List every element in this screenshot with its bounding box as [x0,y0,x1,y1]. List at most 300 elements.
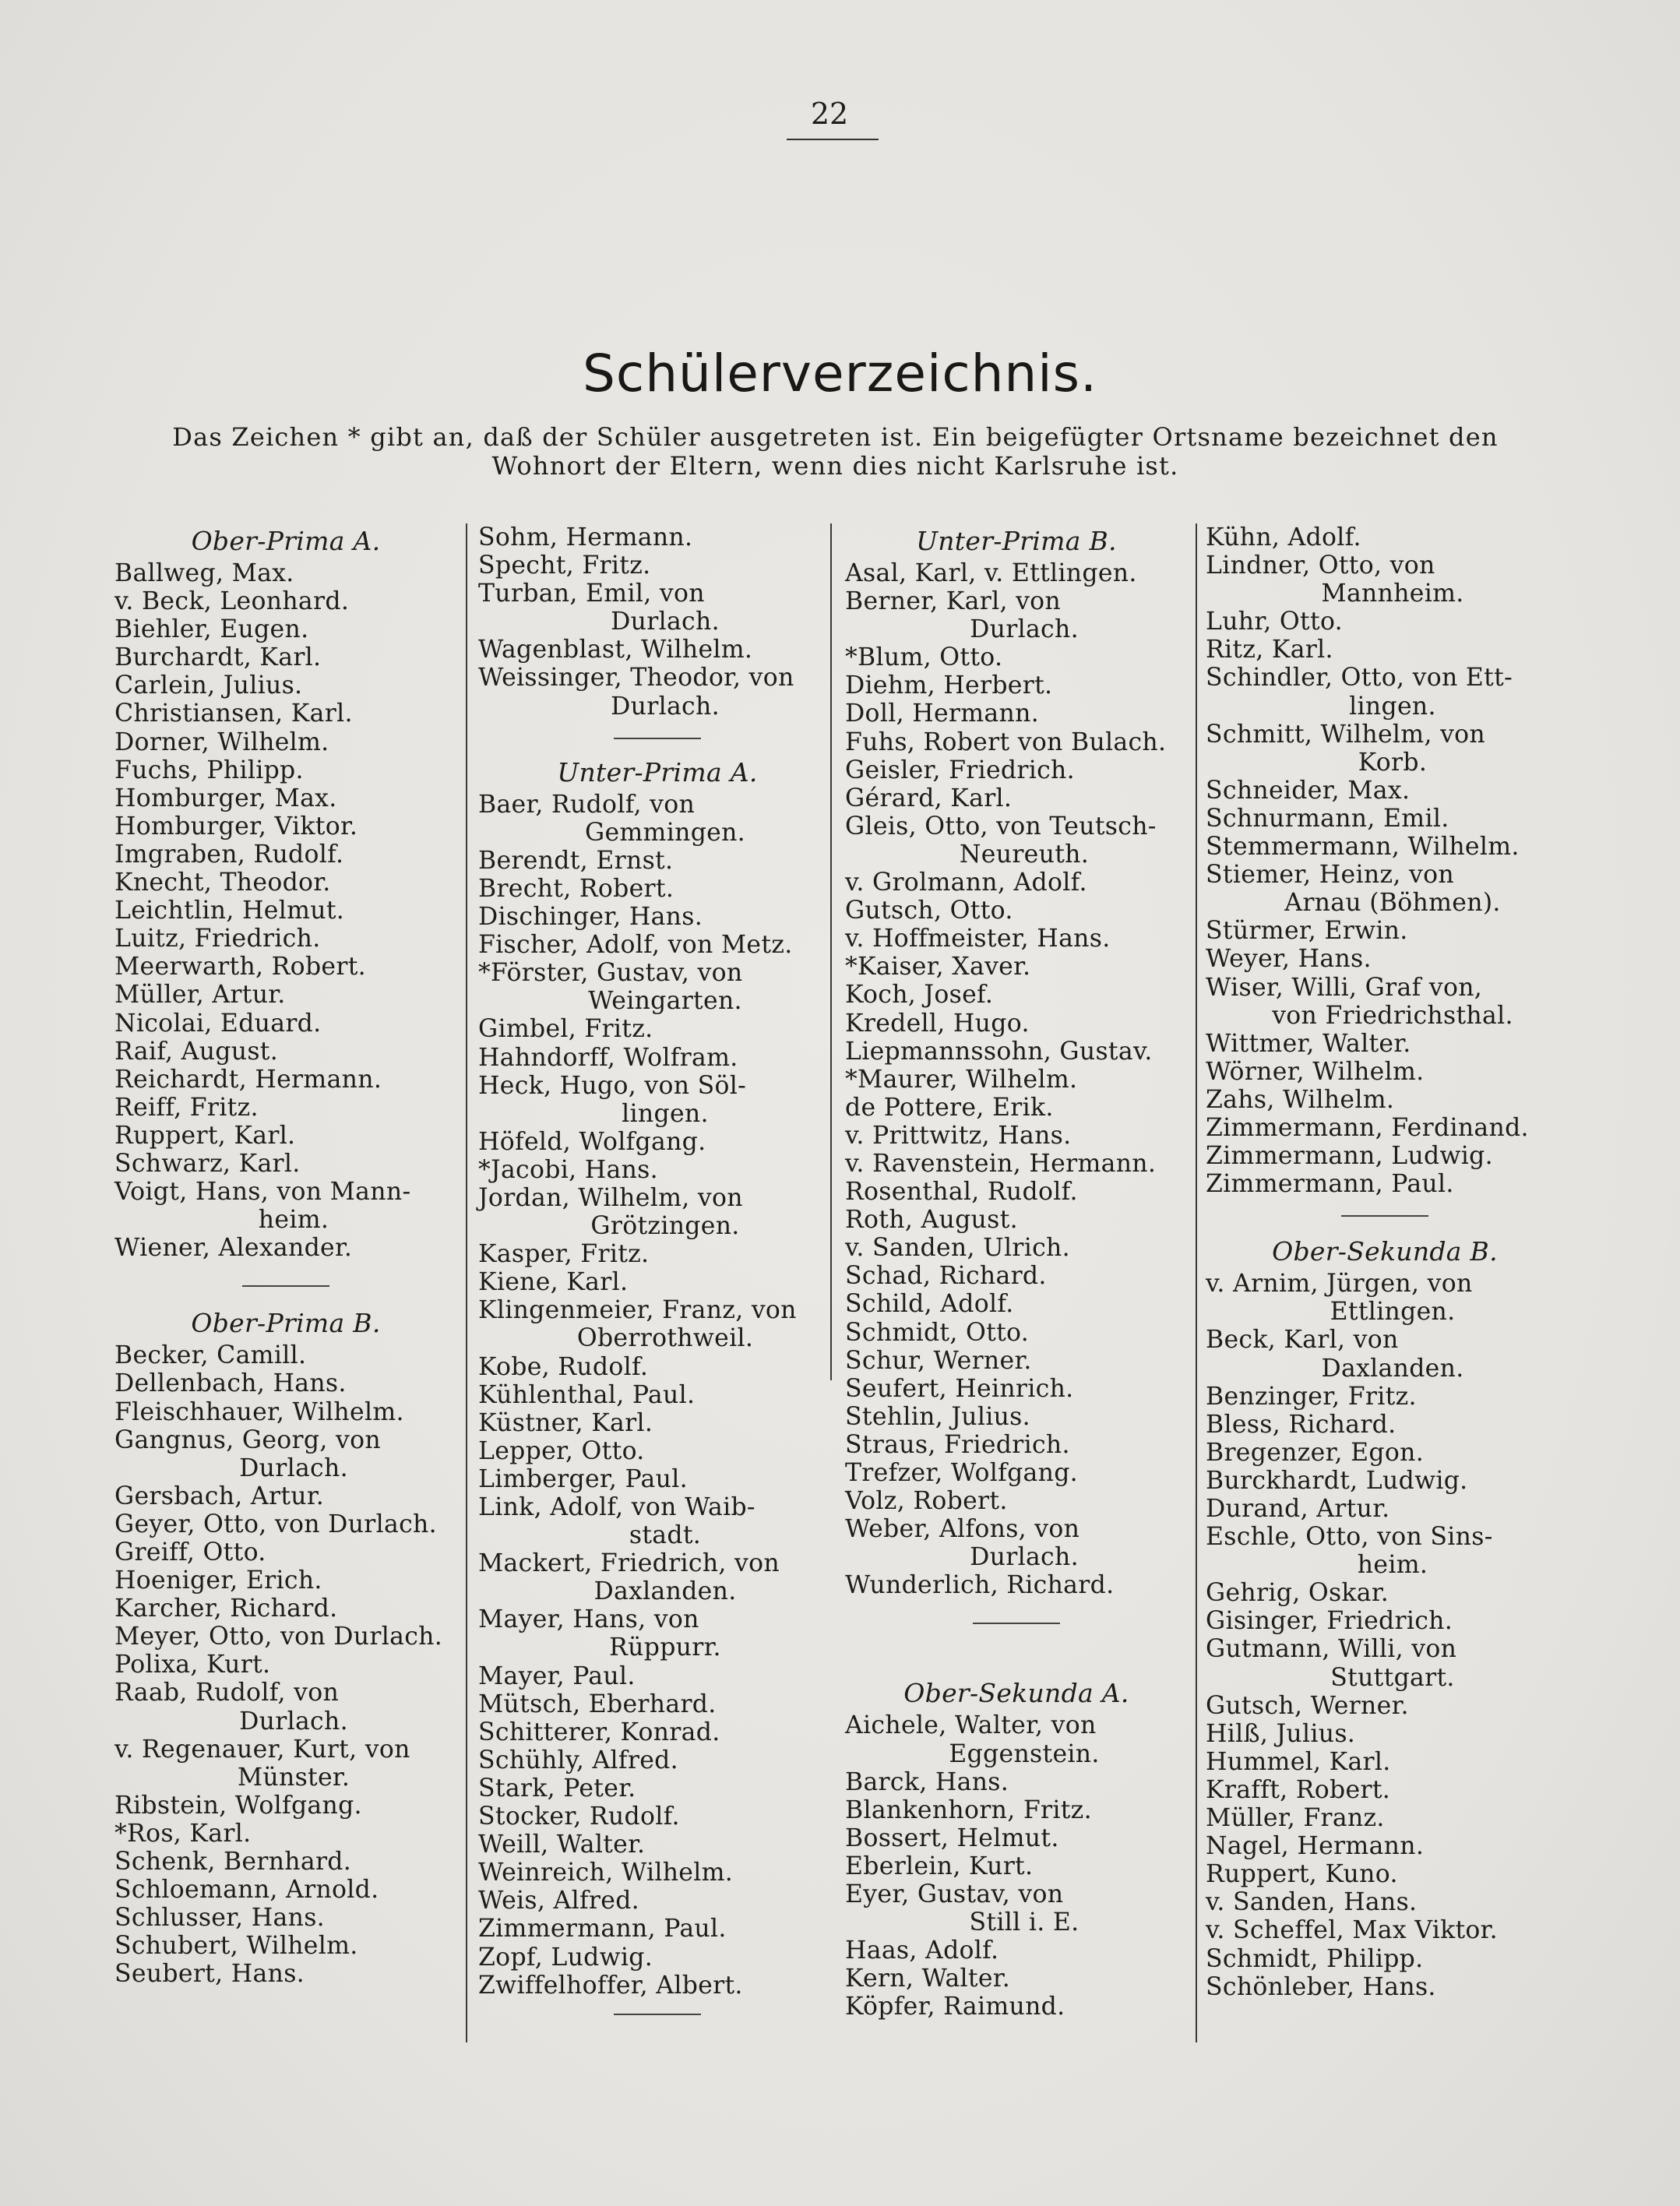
student-entry [114,1623,457,1651]
section-heading: Ober-Sekunda B. [1272,1236,1498,1267]
student-name: Sohm, Hermann. [478,523,693,552]
student-entry [1206,1607,1564,1635]
student-entry [845,587,1188,643]
section-divider [614,738,701,739]
column-4 [1206,523,1564,2001]
student-name-continued: Rüppurr. [609,1633,721,1662]
student-name: Liepmannssohn, Gustav. [845,1037,1153,1066]
student-name: Zwiffelhoffer, Albert. [478,1971,743,2000]
student-name: Volz, Robert. [845,1487,1008,1516]
column-3 [845,523,1188,2021]
student-name-continued: Daxlanden. [1321,1354,1464,1383]
student-name: Kasper, Fritz. [478,1240,650,1269]
student-entry [845,1993,1188,2021]
student-entry [845,1122,1188,1150]
student-entry [114,1482,457,1510]
student-name: Luhr, Otto. [1206,608,1343,636]
student-entry [114,869,457,897]
section-heading: Ober-Prima B. [191,1308,381,1339]
student-name: Leichtlin, Helmut. [114,897,345,925]
student-name: Schmitt, Wilhelm, von [1206,720,1486,749]
student-entry [478,552,836,580]
student-entry [478,636,836,664]
student-entry [114,1066,457,1094]
student-name: Schnurmann, Emil. [1206,804,1449,833]
student-entry [1206,917,1564,945]
student-name: Berendt, Ernst. [478,846,674,875]
student-entry [114,812,457,840]
student-name-continued: Gemmingen. [584,818,745,847]
student-entry [845,869,1188,897]
student-entry [1206,1114,1564,1142]
student-entry [478,1831,836,1859]
student-entry [1206,1270,1564,1326]
student-entry [114,1566,457,1595]
student-entry [478,1943,836,1972]
student-entry [478,1549,836,1605]
student-entry [478,1240,836,1268]
student-name: Schenk, Bernhard. [114,1848,352,1877]
student-name: Blankenhorn, Fritz. [845,1795,1092,1824]
student-entry [478,847,836,875]
student-name-continued: lingen. [622,1099,709,1128]
student-entry [478,875,836,903]
student-entry [478,1409,836,1437]
student-entry [478,1915,836,1943]
student-name: Stocker, Rudolf. [478,1803,680,1831]
student-entry [478,1746,836,1774]
student-name: Klingenmeier, Franz, von [478,1296,797,1325]
section-divider [1341,1215,1428,1217]
student-name-continued: Korb. [1358,748,1428,777]
student-entry [1206,1170,1564,1198]
student-name: *Kaiser, Xaver. [845,953,1031,981]
student-name: Doll, Hermann. [845,700,1040,728]
student-name: Rosenthal, Rudolf. [845,1178,1078,1207]
student-entry [1206,1973,1564,2001]
student-name: Fischer, Adolf, von Metz. [478,931,793,960]
student-entry [478,664,836,720]
student-entry [114,1426,457,1482]
student-entry [1206,1888,1564,1916]
student-name-continued: Daxlanden. [593,1577,737,1606]
student-entry [478,580,836,636]
student-name: Seubert, Hans. [114,1960,305,1989]
student-entry [478,1044,836,1072]
student-name: Limberger, Paul. [478,1464,688,1493]
student-name: *Maurer, Wilhelm. [845,1065,1078,1094]
student-name: Zimmermann, Ferdinand. [1206,1113,1529,1142]
student-name: v. Regenauer, Kurt, von [114,1735,410,1764]
student-entry [845,1206,1188,1234]
student-name: Trefzer, Wolfgang. [845,1459,1078,1487]
student-entry [114,1538,457,1566]
student-entry [1206,1579,1564,1607]
student-entry [1206,1058,1564,1086]
student-entry [845,756,1188,784]
student-entry [845,1010,1188,1038]
section-heading: Ober-Prima A. [191,526,381,556]
student-name: Gutsch, Werner. [1206,1691,1409,1720]
student-name: Schlusser, Hans. [114,1904,325,1933]
student-name: Brecht, Robert. [478,874,674,903]
student-name: Beck, Karl, von [1206,1326,1399,1355]
student-name: Kredell, Hugo. [845,1009,1030,1038]
student-entry [845,925,1188,953]
student-entry [1206,523,1564,552]
student-entry [845,1290,1188,1318]
student-name: Schloemann, Arnold. [114,1876,379,1905]
student-name: Biehler, Eugen. [114,615,309,644]
student-name: Baer, Rudolf, von [478,790,696,819]
student-name: Burckhardt, Ludwig. [1206,1466,1468,1495]
student-name: Stürmer, Erwin. [1206,917,1408,946]
student-name: *Förster, Gustav, von [478,959,743,988]
student-entry [478,1493,836,1549]
student-entry [114,671,457,700]
student-name: Benzinger, Fritz. [1206,1382,1417,1411]
student-name: *Blum, Otto. [845,643,1003,672]
student-name: Schitterer, Konrad. [478,1718,720,1746]
student-name-continued: heim. [1357,1551,1428,1580]
student-entry [1206,664,1564,720]
intro-note: Das Zeichen * gibt an, daß der Schüler ausgetreten ist. Ein beigefügter Ortsname bezeichnet den Wohnort der Eltern, wenn dies nicht Karlsruhe ist. [172,422,1499,481]
student-entry [114,953,457,981]
student-entry [845,1852,1188,1880]
section-divider [242,1285,329,1287]
section-divider [614,2014,701,2015]
student-entry [845,1347,1188,1375]
student-name: Wiser, Willi, Graf von, [1206,973,1483,1002]
student-entry [114,1848,457,1876]
student-entry [478,1156,836,1184]
student-entry [1206,1804,1564,1832]
student-name: v. Sanden, Ulrich. [845,1234,1070,1263]
page-number: 22 [810,97,849,131]
student-name: Meyer, Otto, von Durlach. [114,1623,443,1651]
student-list [845,1711,1188,2021]
student-name: Stiemer, Heinz, von [1206,861,1454,890]
student-name-continued: Stuttgart. [1330,1663,1455,1692]
student-entry [1206,1748,1564,1776]
student-name: Gutsch, Otto. [845,897,1013,925]
student-entry [1206,974,1564,1030]
student-name: Weill, Walter. [478,1831,646,1859]
student-entry [478,931,836,959]
student-name: Kühn, Adolf. [1206,523,1361,552]
column-separator [1196,523,1197,2042]
student-entry [114,1651,457,1679]
student-name: Kobe, Rudolf. [478,1352,649,1381]
student-name: v. Arnim, Jürgen, von [1206,1270,1473,1299]
student-name: Müller, Artur. [114,981,286,1010]
student-entry [845,1880,1188,1936]
student-name: Haas, Adolf. [845,1936,999,1965]
student-entry [1206,1326,1564,1382]
student-name: v. Prittwitz, Hans. [845,1121,1072,1150]
student-name: v. Beck, Leonhard. [114,587,350,616]
student-entry [1206,721,1564,777]
student-name: Fuhs, Robert von Bulach. [845,728,1167,756]
student-entry [114,1234,457,1262]
student-name-continued: stadt. [629,1521,702,1550]
student-name: Bless, Richard. [1206,1410,1396,1439]
student-name: Geyer, Otto, von Durlach. [114,1510,437,1538]
column-separator [466,523,467,2042]
student-name: Köpfer, Raimund. [845,1993,1065,2021]
student-entry [114,1038,457,1066]
student-entry [478,791,836,847]
student-entry [1206,1916,1564,1944]
student-entry [845,1066,1188,1094]
student-name: Raab, Rudolf, von [114,1679,340,1707]
student-name: Lindner, Otto, von [1206,552,1435,580]
student-entry [114,559,457,587]
student-name: Reiff, Fritz. [114,1093,259,1122]
student-name: Schönleber, Hans. [1206,1972,1436,2001]
student-entry [1206,1692,1564,1720]
student-entry [1206,636,1564,664]
student-name: Asal, Karl, v. Ettlingen. [845,559,1137,587]
student-name: Dorner, Wilhelm. [114,728,329,756]
student-entry [114,1398,457,1426]
student-name: Schmidt, Otto. [845,1318,1030,1347]
column-1 [114,523,457,1989]
student-name: Gleis, Otto, von Teutsch- [845,812,1157,840]
section-heading: Unter-Prima A. [557,756,758,788]
student-entry [845,1403,1188,1431]
student-entry [478,1296,836,1352]
student-name: Specht, Fritz. [478,552,651,580]
student-entry [478,1381,836,1409]
student-name-continued: von Friedrichsthal. [1272,1001,1513,1030]
student-name: Fuchs, Philipp. [114,756,304,784]
student-name: v. Ravenstein, Hermann. [845,1149,1157,1178]
student-entry [845,700,1188,728]
student-entry [478,1015,836,1043]
student-entry [1206,777,1564,805]
student-entry [845,1768,1188,1796]
student-name: Wagenblast, Wilhelm. [478,636,753,664]
student-entry [114,756,457,784]
student-entry [845,1319,1188,1347]
student-name: Voigt, Hans, von Mann- [114,1178,411,1207]
student-name-continued: Durlach. [970,1543,1079,1572]
student-name: Kiene, Karl. [478,1268,629,1297]
student-name: Müller, Franz. [1206,1804,1385,1833]
student-entry [1206,1411,1564,1439]
student-name: Koch, Josef. [845,981,994,1010]
student-name-continued: Still i. E. [969,1908,1079,1937]
student-entry [478,1072,836,1128]
student-name: Weyer, Hans. [1206,945,1372,974]
student-entry [1206,1086,1564,1114]
student-entry [478,1887,836,1915]
student-entry [478,1465,836,1493]
student-entry [845,1965,1188,1993]
student-entry [1206,1030,1564,1058]
student-entry [845,953,1188,981]
student-entry [114,587,457,615]
student-name: Knecht, Theodor. [114,869,331,897]
student-list [1206,523,1564,1198]
student-entry [845,1375,1188,1403]
student-name-continued: heim. [258,1206,329,1235]
student-name: Geisler, Friedrich. [845,756,1075,784]
student-name: Lepper, Otto. [478,1436,645,1465]
student-name: Schneider, Max. [1206,776,1411,805]
student-list [478,791,836,2000]
student-name: Durand, Artur. [1206,1495,1390,1523]
student-name: v. Grolmann, Adolf. [845,869,1087,897]
student-entry [1206,1945,1564,1973]
student-name: Reichardt, Hermann. [114,1065,382,1094]
student-name-continued: Arnau (Böhmen). [1284,889,1501,918]
student-entry [845,1262,1188,1290]
student-name: Schühly, Alfred. [478,1746,678,1774]
student-entry [478,903,836,931]
student-name: Weissinger, Theodor, von [478,664,794,692]
section-divider [973,1623,1060,1624]
student-name: Wörner, Wilhelm. [1206,1057,1425,1086]
student-name: Gersbach, Artur. [114,1482,325,1510]
student-name-continued: Mannheim. [1321,580,1464,608]
student-name-continued: Durlach. [239,1707,348,1736]
student-entry [114,700,457,728]
student-name: Gehrig, Oskar. [1206,1579,1389,1608]
student-name: Hahndorff, Wolfram. [478,1043,738,1072]
student-entry [478,1184,836,1240]
student-entry [845,1711,1188,1767]
page-number-rule [787,139,879,140]
student-name: Homburger, Viktor. [114,812,358,840]
student-entry [114,1595,457,1623]
student-name: Barck, Hans. [845,1767,1009,1796]
student-name: Greiff, Otto. [114,1538,266,1566]
student-name: Mayer, Paul. [478,1662,636,1690]
student-name: de Pottere, Erik. [845,1093,1054,1122]
student-list [114,559,457,1262]
student-name: Zopf, Ludwig. [478,1943,653,1972]
student-name: Roth, August. [845,1206,1018,1235]
student-entry [1206,1523,1564,1579]
student-entry [845,1038,1188,1066]
student-name: Schur, Werner. [845,1346,1032,1375]
student-name: Zimmermann, Paul. [478,1915,727,1943]
student-entry [114,1094,457,1122]
student-entry [845,1824,1188,1852]
student-name: Meerwarth, Robert. [114,953,366,981]
student-name-continued: Durlach. [611,608,720,636]
student-entry [1206,861,1564,917]
student-name: Eyer, Gustav, von [845,1880,1064,1909]
student-name: Nicolai, Eduard. [114,1009,322,1038]
student-entry [1206,805,1564,833]
student-entry [845,812,1188,869]
student-name: Schad, Richard. [845,1262,1047,1291]
student-entry [1206,1467,1564,1495]
student-entry [114,897,457,925]
student-entry [114,925,457,953]
student-name: Zahs, Wilhelm. [1206,1085,1395,1114]
student-name: Hilß, Julius. [1206,1719,1356,1748]
student-name: Wittmer, Walter. [1206,1029,1411,1058]
student-entry [478,1437,836,1465]
student-entry [114,1876,457,1904]
student-name-continued: Eggenstein. [949,1739,1100,1768]
student-entry [478,959,836,1015]
student-entry [845,728,1188,756]
student-name: Homburger, Max. [114,784,337,812]
student-entry [845,784,1188,812]
student-entry [478,1605,836,1662]
student-name: Weinreich, Wilhelm. [478,1859,734,1887]
student-name: v. Sanden, Hans. [1206,1888,1418,1917]
column-2 [478,523,836,2015]
student-name-continued: Münster. [237,1763,350,1792]
student-name: Ballweg, Max. [114,559,294,587]
student-entry [478,1268,836,1296]
student-entry [114,1341,457,1369]
student-name: Zimmermann, Paul. [1206,1170,1454,1199]
student-entry [845,981,1188,1009]
student-name-continued: Durlach. [239,1454,348,1482]
student-name-continued: Oberrothweil. [576,1324,754,1353]
student-entry [478,1662,836,1690]
student-entry [114,1820,457,1848]
student-entry [478,1128,836,1156]
student-entry [845,1178,1188,1206]
student-entry [478,1859,836,1887]
student-name: Stemmermann, Wilhelm. [1206,833,1520,862]
student-name: Imgraben, Rudolf. [114,840,344,869]
student-entry [478,1718,836,1746]
student-entry [114,615,457,643]
student-entry [1206,1860,1564,1888]
student-name: Polixa, Kurt. [114,1651,271,1679]
student-name: Stark, Peter. [478,1774,636,1803]
student-name: Christiansen, Karl. [114,700,353,728]
student-name: Nagel, Hermann. [1206,1832,1425,1861]
student-entry [478,1803,836,1831]
student-entry [114,1960,457,1988]
student-entry [478,1353,836,1381]
student-name-continued: lingen. [1349,692,1436,721]
student-entry [114,784,457,812]
student-entry [114,1736,457,1792]
student-entry [845,1234,1188,1262]
student-entry [1206,945,1564,973]
student-name: Bossert, Helmut. [845,1824,1059,1852]
student-entry [1206,1720,1564,1748]
section-heading: Unter-Prima B. [916,526,1117,556]
student-entry [1206,1635,1564,1691]
student-name: Eberlein, Kurt. [845,1852,1034,1880]
student-name: Turban, Emil, von [478,580,705,608]
student-name: *Ros, Karl. [114,1819,252,1848]
student-name: Schwarz, Karl. [114,1149,301,1178]
student-entry [845,1571,1188,1599]
student-entry [845,643,1188,671]
student-entry [1206,1439,1564,1467]
student-name: Hoeniger, Erich. [114,1566,322,1595]
student-name: Jordan, Wilhelm, von [478,1183,743,1212]
student-name: Gangnus, Georg, von [114,1425,381,1454]
student-name: Stehlin, Julius. [845,1402,1030,1431]
student-name: Seufert, Heinrich. [845,1374,1074,1403]
student-name: Gérard, Karl. [845,784,1013,812]
student-name: Schubert, Wilhelm. [114,1932,358,1961]
